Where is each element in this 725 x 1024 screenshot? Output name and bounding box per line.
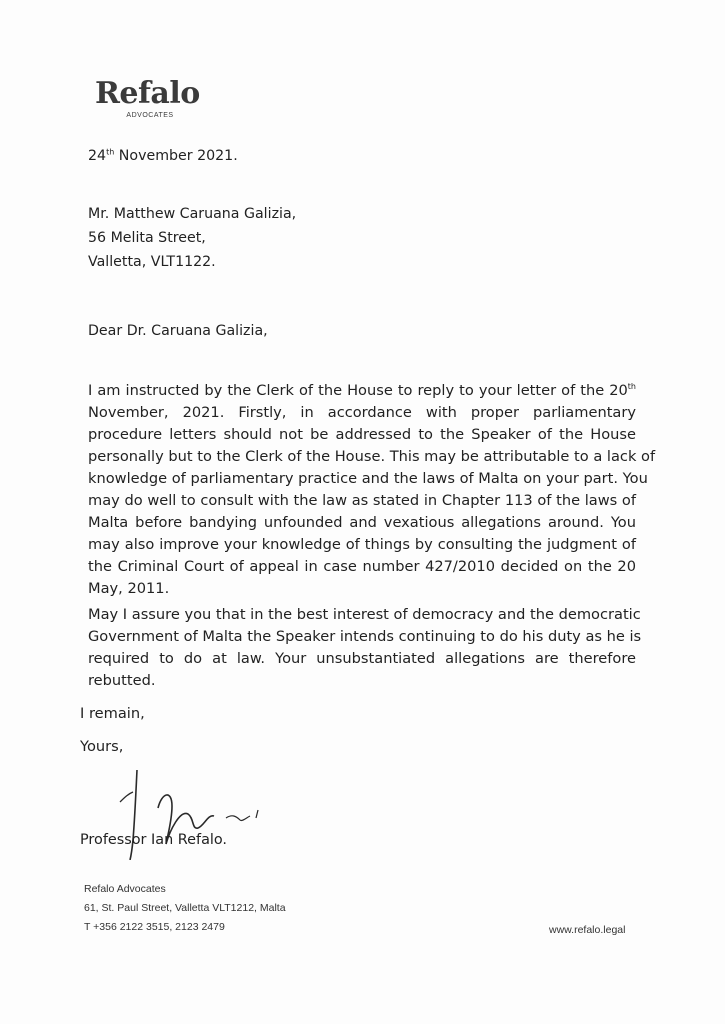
date-suffix: th	[106, 147, 115, 157]
paragraph-2-line: rebutted.	[88, 672, 156, 689]
paragraph-1-line: may do well to consult with the law as stated in Chapter 113 of the laws of	[88, 492, 636, 509]
paragraph-2-line: Government of Malta the Speaker intends continuing to do his duty as he is	[88, 628, 642, 645]
salutation: Dear Dr. Caruana Galizia,	[88, 323, 268, 339]
closing-remain: I remain,	[80, 705, 145, 722]
paragraph-1	[88, 380, 656, 600]
letterhead-logo	[95, 78, 225, 119]
footer-address: 61, St. Paul Street, Valletta VLT1212, Malta	[84, 902, 286, 914]
date-rest: November 2021.	[114, 148, 238, 164]
paragraph-1-line: personally but to the Clerk of the House. This may be attributable to a lack of	[88, 448, 656, 465]
recipient-city: Valletta, VLT1122.	[88, 254, 216, 270]
paragraph-1-line: the Criminal Court of appeal in case number 427/2010 decided on the 20	[88, 558, 636, 575]
ordinal-suffix: th	[627, 382, 636, 392]
paragraph-1-line: Malta before bandying unfounded and vexatious allegations around. You	[88, 514, 636, 531]
paragraph-1-line: knowledge of parliamentary practice and the laws of Malta on your part. You	[88, 470, 648, 487]
closing-yours: Yours,	[80, 738, 124, 755]
logo-subtitle: ADVOCATES	[126, 112, 174, 119]
paragraph-2-line: May I assure you that in the best interest of democracy and the democratic	[88, 606, 641, 623]
footer-website: www.refalo.legal	[549, 924, 626, 936]
footer-firm: Refalo Advocates	[84, 883, 166, 895]
paragraph-1-line: procedure letters should not be addressed to the Speaker of the House	[88, 426, 636, 443]
paragraph-2-line: required to do at law. Your unsubstantiated allegations are therefore	[88, 650, 636, 667]
recipient-street: 56 Melita Street,	[88, 230, 206, 246]
paragraph-1-line: I am instructed by the Clerk of the House to reply to your letter of the 20th	[88, 382, 636, 399]
logo-name: Refalo	[95, 76, 200, 111]
letter-date	[88, 148, 238, 164]
paragraph-1-line: November, 2021. Firstly, in accordance with proper parliamentary	[88, 404, 636, 421]
paragraph-1-line: May, 2011.	[88, 580, 170, 597]
paragraph-1-line: may also improve your knowledge of things by consulting the judgment of	[88, 536, 636, 553]
date-day: 24	[88, 148, 107, 164]
footer-phone: T +356 2122 3515, 2123 2479	[84, 921, 225, 933]
footer-address-block	[84, 880, 286, 937]
paragraph-2	[88, 604, 642, 692]
recipient-name: Mr. Matthew Caruana Galizia,	[88, 206, 297, 222]
signatory-name: Professor Ian Refalo.	[80, 832, 228, 848]
